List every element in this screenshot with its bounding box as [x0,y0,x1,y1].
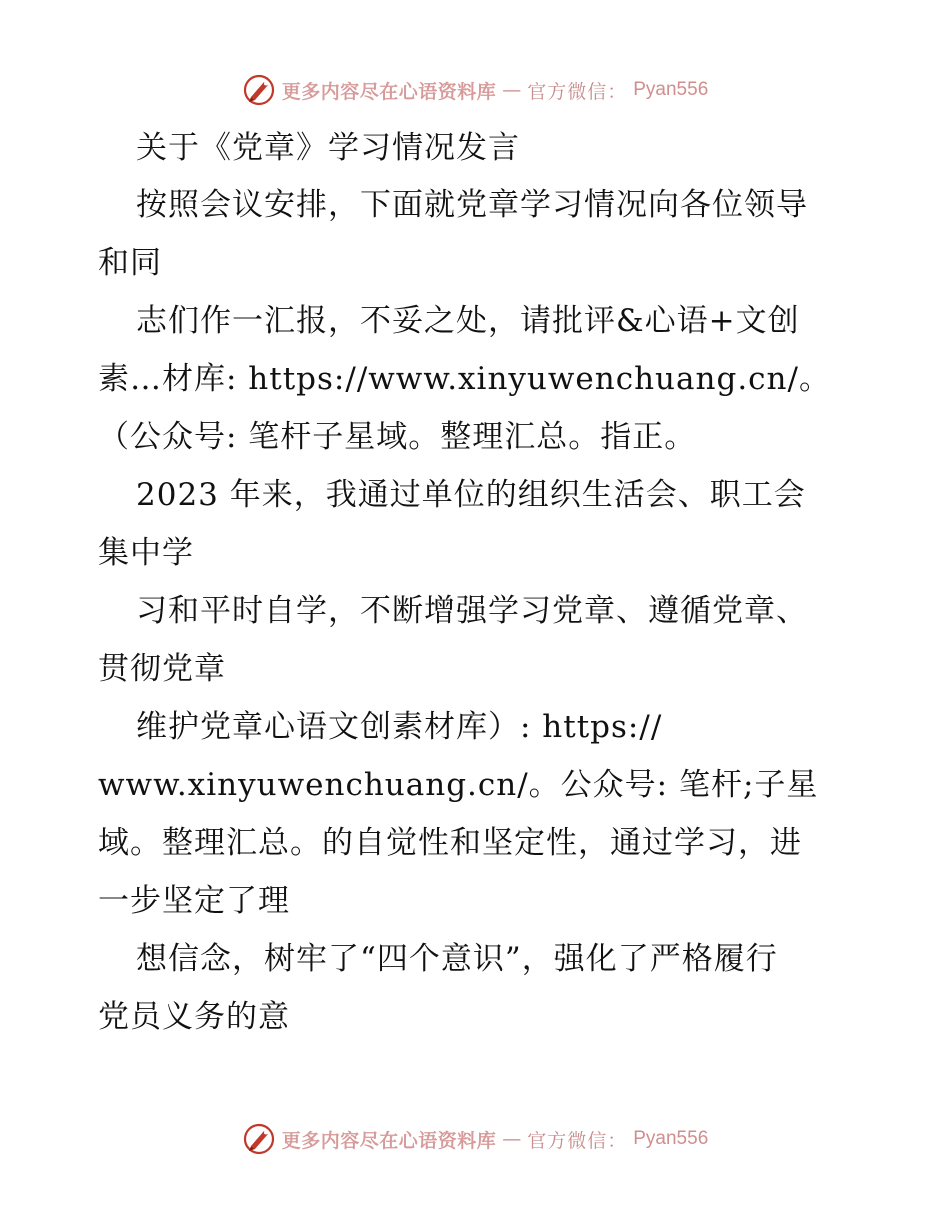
banner-separator: — [502,1128,522,1150]
body-line: 素…材库: https://www.xinyuwenchuang.cn/。 [98,361,831,397]
body-line: 按照会议安排，下面就党章学习情况向各位领导 [136,187,808,223]
body-line: 集中学 [98,535,194,571]
body-line: 域。整理汇总。的自觉性和坚定性，通过学习，进 [98,825,802,861]
body-line: www.xinyuwenchuang.cn/。公众号: 笔杆;子星 [98,767,819,803]
pen-logo-icon [242,1122,276,1156]
document-title: 关于《党章》学习情况发言 [136,130,520,166]
body-line: 贯彻党章 [98,651,226,687]
banner-wechat-id: Pyan556 [633,79,709,100]
body-line: 党员义务的意 [98,999,290,1035]
body-line: 想信念，树牢了“四个意识”，强化了严格履行 [136,941,778,977]
body-line: 一步坚定了理 [98,883,290,919]
banner-main-text: 更多内容尽在心语资料库 [281,1129,497,1152]
body-line: 2023 年来，我通过单位的组织生活会、职工会 [136,477,806,513]
document-body [98,120,858,1046]
body-line: 志们作一汇报，不妥之处，请批评&心语+文创 [136,303,800,339]
banner-wechat-label: 官方微信： [527,80,628,103]
footer-watermark-banner [0,1119,950,1159]
pen-logo-icon [242,73,276,107]
body-line: （公众号: 笔杆子星域。整理汇总。指正。 [98,419,697,455]
body-line: 习和平时自学，不断增强学习党章、遵循党章、 [136,593,808,629]
banner-wechat-id: Pyan556 [633,1128,709,1149]
body-line: 和同 [98,245,162,281]
banner-separator: — [502,79,522,101]
banner-main-text: 更多内容尽在心语资料库 [281,80,497,103]
header-watermark-banner [0,70,950,110]
banner-wechat-label: 官方微信： [527,1129,628,1152]
body-line: 维护党章心语文创素材库）: https:// [136,709,663,745]
